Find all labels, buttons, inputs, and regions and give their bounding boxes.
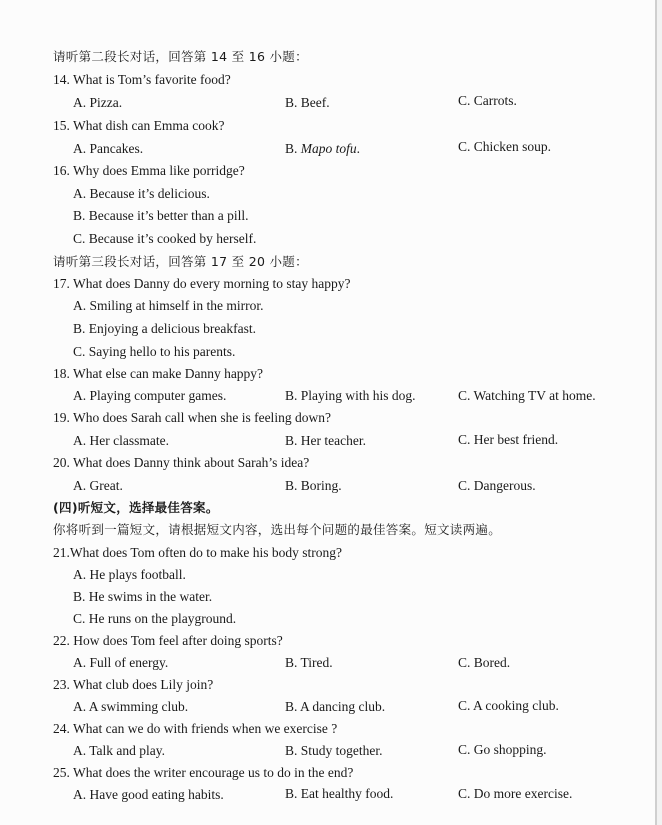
question-16: 16. Why does Emma like porridge? [53, 163, 245, 178]
q15-option-c: C. Chicken soup. [458, 139, 551, 154]
q25-option-a: A. Have good eating habits. [73, 787, 224, 802]
q18-option-b: B. Playing with his dog. [285, 388, 416, 403]
q16-option-b: B. Because it’s better than a pill. [73, 208, 249, 223]
section3-intro: 请听第三段长对话，回答第 17 至 20 小题： [53, 254, 308, 269]
q17-option-a: A. Smiling at himself in the mirror. [73, 298, 264, 313]
question-14: 14. What is Tom’s favorite food? [53, 72, 231, 87]
part4-instructions: 你将听到一篇短文，请根据短文内容，选出每个问题的最佳答案。短文读两遍。 [53, 522, 502, 537]
q17-option-b: B. Enjoying a delicious breakfast. [73, 321, 256, 336]
question-18: 18. What else can make Danny happy? [53, 366, 264, 381]
q19-option-a: A. Her classmate. [73, 433, 169, 448]
question-24: 24. What can we do with friends when we exercise ? [53, 721, 338, 736]
q20-option-c: C. Dangerous. [458, 478, 536, 493]
q25-option-b: B. Eat healthy food. [285, 786, 394, 801]
question-19: 19. Who does Sarah call when she is feeling down? [53, 410, 331, 425]
q21-option-c: C. He runs on the playground. [73, 611, 237, 626]
q15-option-a: A. Pancakes. [73, 141, 144, 156]
q23-option-a: A. A swimming club. [73, 699, 189, 714]
q15-option-b-prefix: B. [285, 141, 301, 156]
q16-option-a: A. Because it’s delicious. [73, 186, 210, 201]
q15-option-b [285, 141, 360, 157]
question-22: 22. How does Tom feel after doing sports? [53, 633, 283, 648]
q24-option-a: A. Talk and play. [73, 743, 166, 758]
q18-option-c: C. Watching TV at home. [458, 388, 596, 403]
q22-option-b: B. Tired. [285, 655, 333, 670]
q24-option-c: C. Go shopping. [458, 742, 547, 757]
q14-option-b: B. Beef. [285, 95, 330, 110]
q14-option-c: C. Carrots. [458, 93, 517, 108]
section2-intro: 请听第二段长对话，回答第 14 至 16 小题： [53, 49, 308, 64]
q25-option-c: C. Do more exercise. [458, 786, 573, 801]
q22-option-a: A. Full of energy. [73, 655, 169, 670]
question-15: 15. What dish can Emma cook? [53, 118, 225, 133]
question-21: 21.What does Tom often do to make his body strong? [53, 545, 343, 560]
q23-option-b: B. A dancing club. [285, 699, 386, 714]
q23-option-c: C. A cooking club. [458, 698, 559, 713]
question-17: 17. What does Danny do every morning to stay happy? [53, 276, 351, 291]
q20-option-b: B. Boring. [285, 478, 342, 493]
q15-option-b-suffix: . [356, 141, 361, 156]
q15-option-b-dish: Mapo tofu [300, 141, 357, 156]
q22-option-c: C. Bored. [458, 655, 511, 670]
q16-option-c: C. Because it’s cooked by herself. [73, 231, 257, 246]
question-23: 23. What club does Lily join? [53, 677, 214, 692]
q19-option-b: B. Her teacher. [285, 433, 366, 448]
q21-option-b: B. He swims in the water. [73, 589, 213, 604]
question-25: 25. What does the writer encourage us to do in the end? [53, 765, 354, 780]
page-edge-strip [657, 0, 662, 825]
q18-option-a: A. Playing computer games. [73, 388, 227, 403]
q19-option-c: C. Her best friend. [458, 432, 559, 447]
q24-option-b: B. Study together. [285, 743, 383, 758]
q20-option-a: A. Great. [73, 478, 123, 493]
part4-title: (四)听短文，选择最佳答案。 [53, 500, 219, 515]
question-20: 20. What does Danny think about Sarah’s idea? [53, 455, 310, 470]
q17-option-c: C. Saying hello to his parents. [73, 344, 236, 359]
q14-option-a: A. Pizza. [73, 95, 123, 110]
q21-option-a: A. He plays football. [73, 567, 186, 582]
